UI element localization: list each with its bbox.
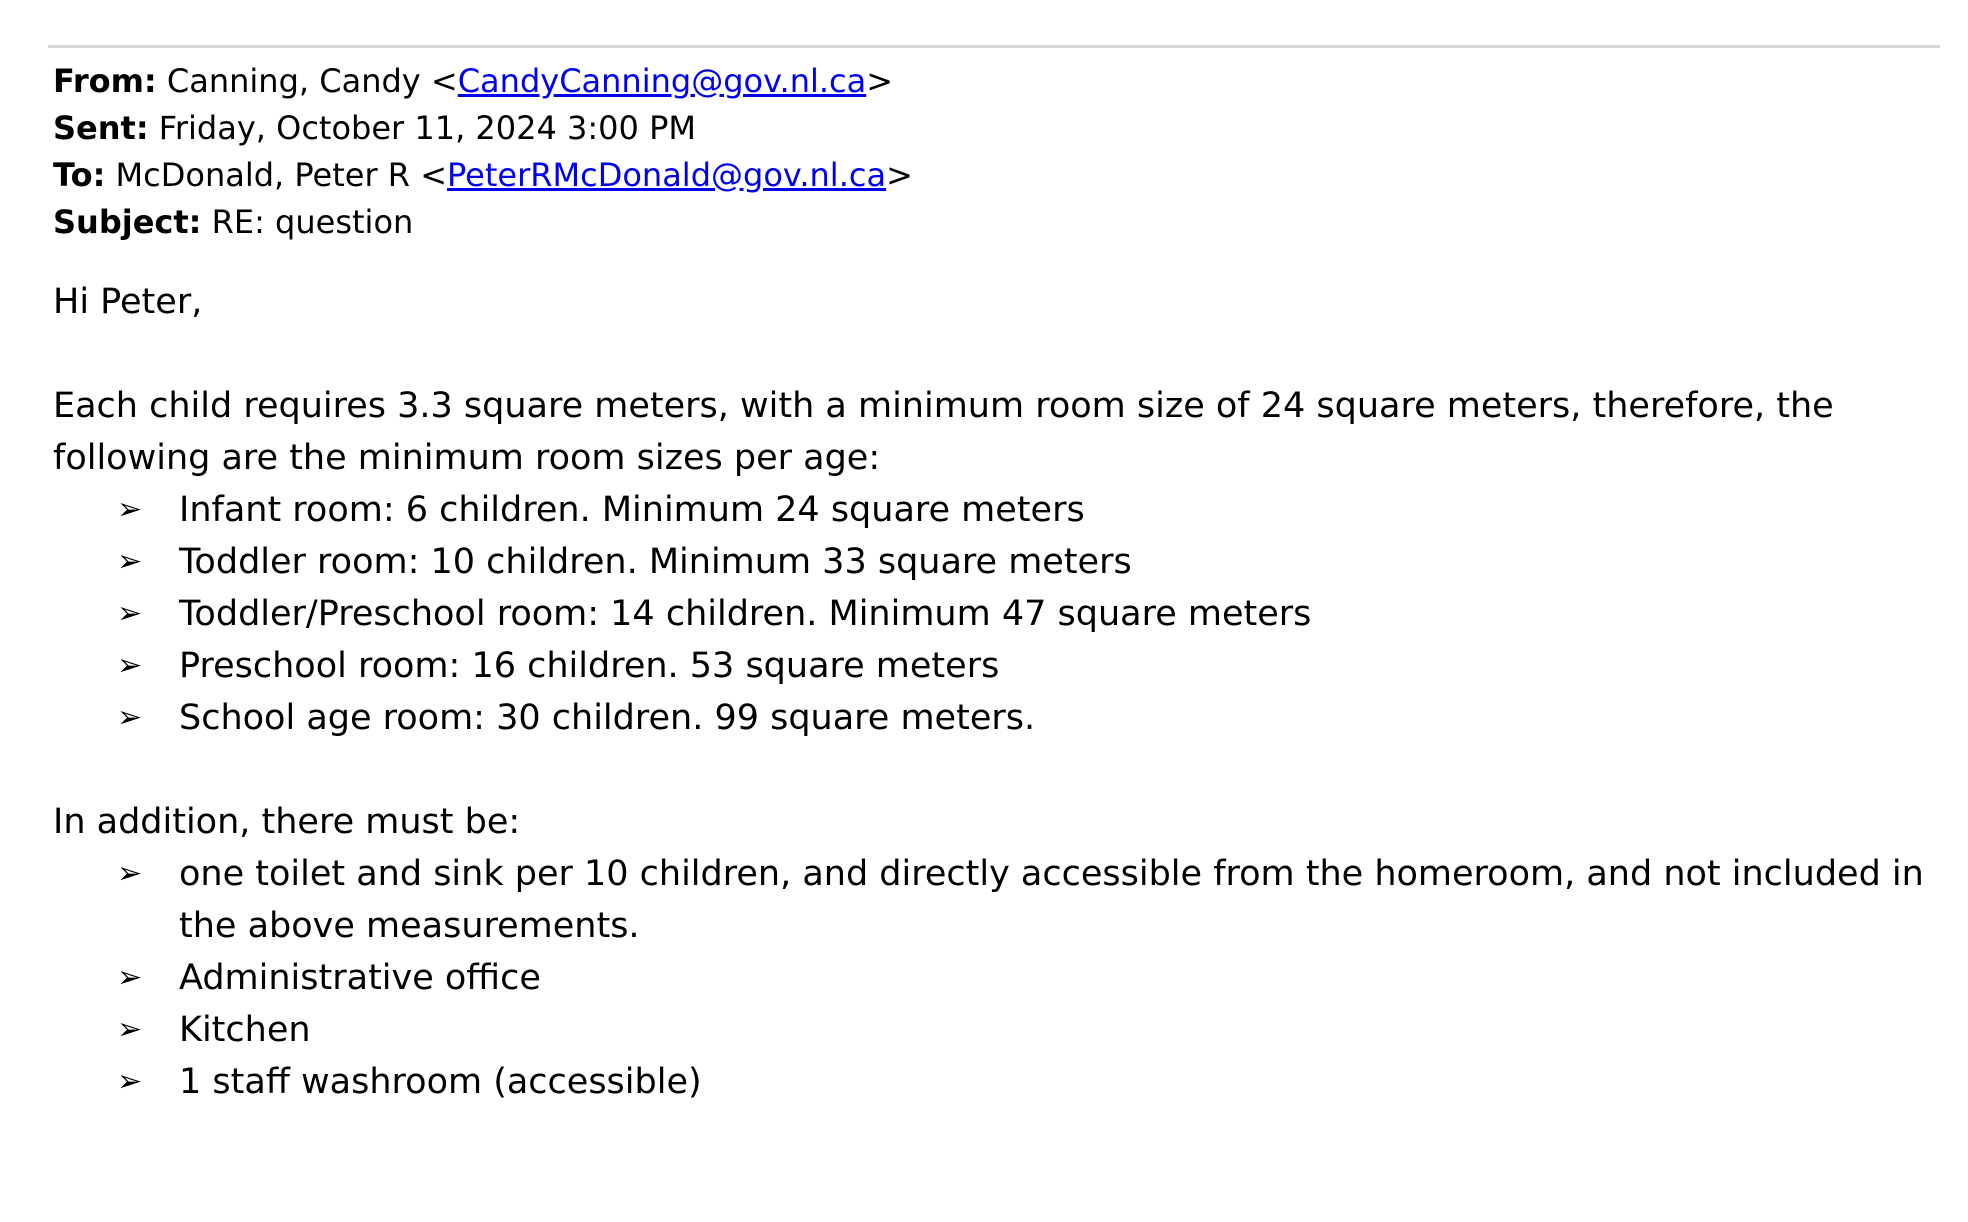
arrow-bullet-icon: ➢ <box>117 1064 143 1099</box>
subject-label: Subject: <box>53 203 202 241</box>
list-item-text: School age room: 30 children. 99 square meters. <box>179 698 1036 738</box>
to-line <box>53 152 1933 199</box>
email-message <box>53 58 1933 1108</box>
subject-line <box>53 199 1933 246</box>
sent-line <box>53 105 1933 152</box>
list-item <box>53 640 1933 692</box>
list-item-text: 1 staff washroom (accessible) <box>179 1062 702 1102</box>
list-item <box>53 536 1933 588</box>
arrow-bullet-icon: ➢ <box>117 648 143 683</box>
list-item-text: Infant room: 6 children. Minimum 24 square meters <box>179 490 1085 530</box>
to-email-link[interactable]: PeterRMcDonald@gov.nl.ca <box>447 156 887 194</box>
arrow-bullet-icon: ➢ <box>117 492 143 527</box>
list-item <box>53 692 1933 744</box>
list-item-text: one toilet and sink per 10 children, and directly accessible from the homeroom, and not included in the above measurements. <box>179 854 1924 946</box>
list-item <box>53 1004 1933 1056</box>
from-label: From: <box>53 62 157 100</box>
from-name: Canning, Candy < <box>166 62 458 100</box>
arrow-bullet-icon: ➢ <box>117 700 143 735</box>
list-item-text: Administrative office <box>179 958 541 998</box>
greeting: Hi Peter, <box>53 282 203 322</box>
list-item <box>53 952 1933 1004</box>
sent-value: Friday, October 11, 2024 3:00 PM <box>158 109 696 147</box>
from-line <box>53 58 1933 105</box>
subject-value: RE: question <box>211 203 414 241</box>
from-close: > <box>866 62 894 100</box>
to-name: McDonald, Peter R < <box>115 156 448 194</box>
to-close: > <box>886 156 913 194</box>
list-item-text: Toddler/Preschool room: 14 children. Minimum 47 square meters <box>179 594 1312 634</box>
list-item <box>53 484 1933 536</box>
list-item-text: Preschool room: 16 children. 53 square meters <box>179 646 1000 686</box>
list-item <box>53 588 1933 640</box>
sent-label: Sent: <box>53 109 149 147</box>
arrow-bullet-icon: ➢ <box>117 960 143 995</box>
room-size-list <box>53 484 1933 744</box>
header-divider <box>48 45 1940 48</box>
list-item <box>53 848 1933 952</box>
list-item-text: Kitchen <box>179 1010 311 1050</box>
addition-intro: In addition, there must be: <box>53 802 521 842</box>
arrow-bullet-icon: ➢ <box>117 1012 143 1047</box>
room-size-paragraph: Each child requires 3.3 square meters, with a minimum room size of 24 square meters, therefore, the following are the minimum room sizes per age: <box>53 386 1834 478</box>
list-item <box>53 1056 1933 1108</box>
list-item-text: Toddler room: 10 children. Minimum 33 square meters <box>179 542 1132 582</box>
arrow-bullet-icon: ➢ <box>117 544 143 579</box>
to-label: To: <box>53 156 106 194</box>
from-email-link[interactable]: CandyCanning@gov.nl.ca <box>457 62 867 100</box>
arrow-bullet-icon: ➢ <box>117 856 143 891</box>
arrow-bullet-icon: ➢ <box>117 596 143 631</box>
requirements-list <box>53 848 1933 1108</box>
